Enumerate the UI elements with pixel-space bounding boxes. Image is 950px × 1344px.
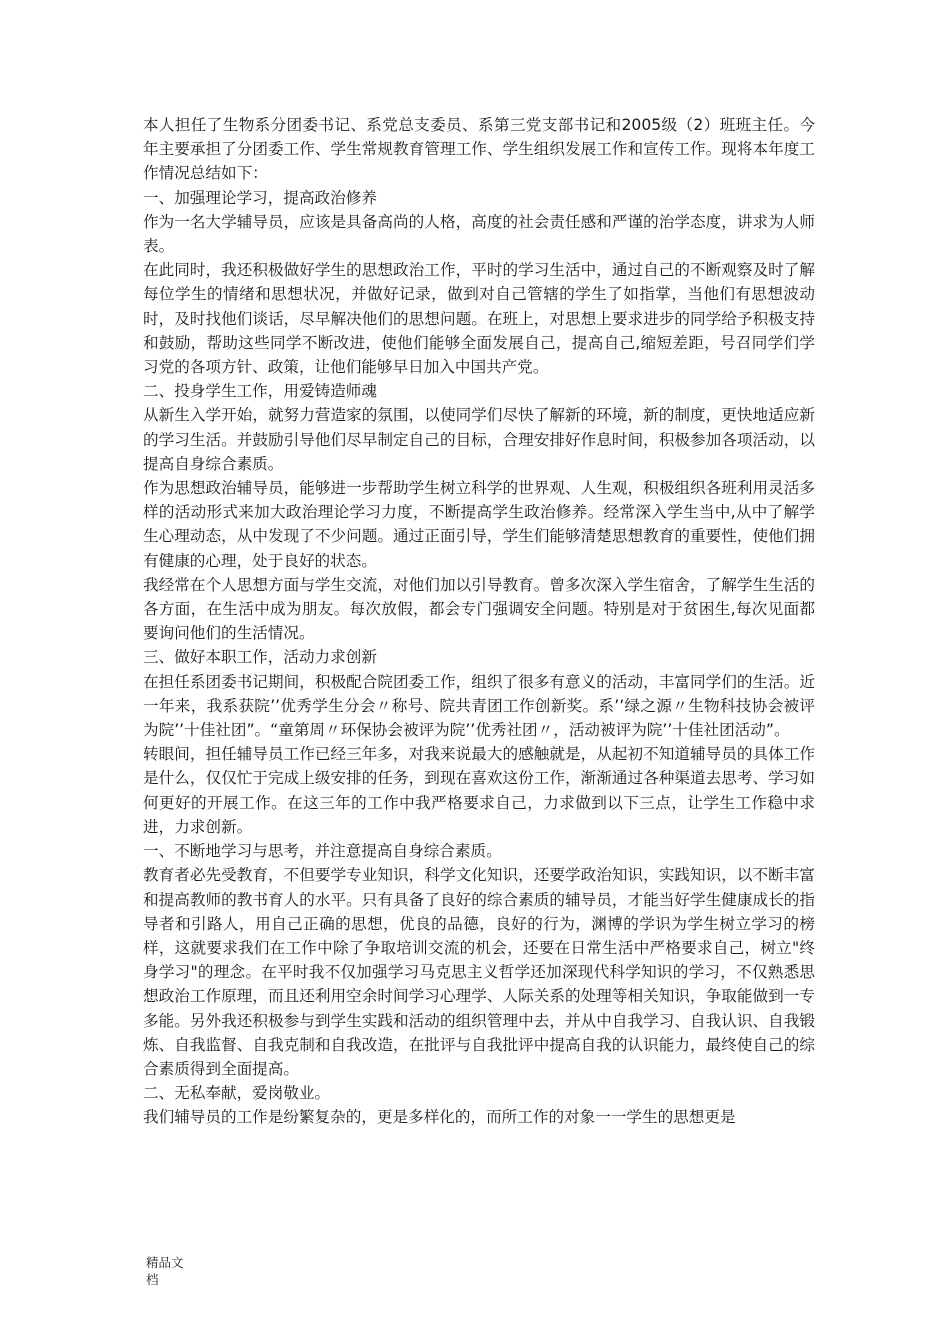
- paragraph: 我经常在个人思想方面与学生交流，对他们加以引导教育。曾多次深入学生宿舍，了解学生生活的各方面，在生活中成为朋友。每次放假，都会专门强调安全问题。特别是对于贫困生,每次见面都要询问他们的生活情况。: [143, 575, 815, 643]
- subsection-heading-2: 二、无私奉献，爱岗敬业。: [143, 1084, 331, 1103]
- paragraph-intro: 本人担任了生物系分团委书记、系党总支委员、系第三党支部书记和2005级（2）班班主任。今年主要承担了分团委工作、学生常规教育管理工作、学生组织发展工作和宣传工作。现将本年度工作情况总结如下：: [143, 116, 815, 183]
- document-body: [143, 113, 815, 1130]
- paragraph: 我们辅导员的工作是纷繁复杂的，更是多样化的，而所工作的对象一一学生的思想更是: [143, 1108, 736, 1127]
- paragraph: 从新生入学开始，就努力营造家的氛围，以使同学们尽快了解新的环境，新的制度，更快地适应新的学习生活。并鼓励引导他们尽早制定自己的目标，合理安排好作息时间，积极参加各项活动，以提高自身综合素质。: [143, 406, 815, 473]
- section-heading-3: 三、做好本职工作，活动力求创新: [143, 648, 377, 667]
- section-heading-2: 二、投身学生工作，用爱铸造师魂: [143, 382, 377, 401]
- footer-line: 精品文: [146, 1255, 184, 1270]
- footer-line: 档: [146, 1272, 159, 1287]
- paragraph: 教育者必先受教育，不但要学专业知识，科学文化知识，还要学政治知识，实践知识，以不断丰富和提高教师的教书育人的水平。只有具备了良好的综合素质的辅导员，才能当好学生健康成长的指导者和引路人，用自己正确的思想，优良的品德，良好的行为，渊博的学识为学生树立学习的榜样，这就要求我们在工作中除了争取培训交流的机会，还要在日常生活中严格要求自己，树立"终身学习"的理念。在平时我不仅加强学习马克思主义哲学还加深现代科学知识的学习，不仅熟悉思想政治工作原理，而且还利用空余时间学习心理学、人际关系的处理等相关知识，争取能做到一专多能。另外我还积极参与到学生实践和活动的组织管理中去，并从中自我学习、自我认识、自我锻炼、自我监督、自我克制和自我改造，在批评与自我批评中提高自我的认识能力，最终使自己的综合素质得到全面提高。: [143, 866, 815, 1078]
- page-footer-label: [146, 1254, 206, 1288]
- paragraph: 作为思想政治辅导员，能够进一步帮助学生树立科学的世界观、人生观，积极组织各班利用灵活多样的活动形式来加大政治理论学习力度，不断提高学生政治修养。经常深入学生当中,从中了解学生心理动态，从中发现了不少问题。通过正面引导，学生们能够清楚思想教育的重要性，使他们拥有健康的心理，处于良好的状态。: [143, 479, 815, 570]
- paragraph: 在担任系团委书记期间，积极配合院团委工作，组织了很多有意义的活动，丰富同学们的生活。近一年来，我系获院’’优秀学生分会〃称号、院共青团工作创新奖。系’’绿之源〃生物科技协会被评为院’’十佳社团”。“童第周〃环保协会被评为院’’优秀社团〃，活动被评为院’’十佳社团活动”。: [143, 672, 815, 740]
- paragraph: 在此同时，我还积极做好学生的思想政治工作，平时的学习生活中，通过自己的不断观察及时了解每位学生的情绪和思想状况，并做好记录，做到对自己管辖的学生了如指掌，当他们有思想波动时，及时找他们谈话，尽早解决他们的思想问题。在班上，对思想上要求进步的同学给予积极支持和鼓励，帮助这些同学不断改进，使他们能够全面发展自己，提高自己,缩短差距，号召同学们学习党的各项方针、政策，让他们能够早日加入中国共产党。: [143, 261, 815, 377]
- paragraph: 作为一名大学辅导员，应该是具备高尚的人格，高度的社会责任感和严谨的治学态度，讲求为人师表。: [143, 212, 815, 256]
- subsection-heading-1: 一、不断地学习与思考，并注意提高自身综合素质。: [143, 842, 502, 861]
- section-heading-1: 一、加强理论学习，提高政治修养: [143, 188, 377, 207]
- paragraph: 转眼间，担任辅导员工作已经三年多，对我来说最大的感触就是，从起初不知道辅导员的具体工作是什么，仅仅忙于完成上级安排的任务，到现在喜欢这份工作，渐渐通过各种渠道去思考、学习如何更好的开展工作。在这三年的工作中我严格要求自己，力求做到以下三点，让学生工作稳中求进，力求创新。: [143, 745, 815, 836]
